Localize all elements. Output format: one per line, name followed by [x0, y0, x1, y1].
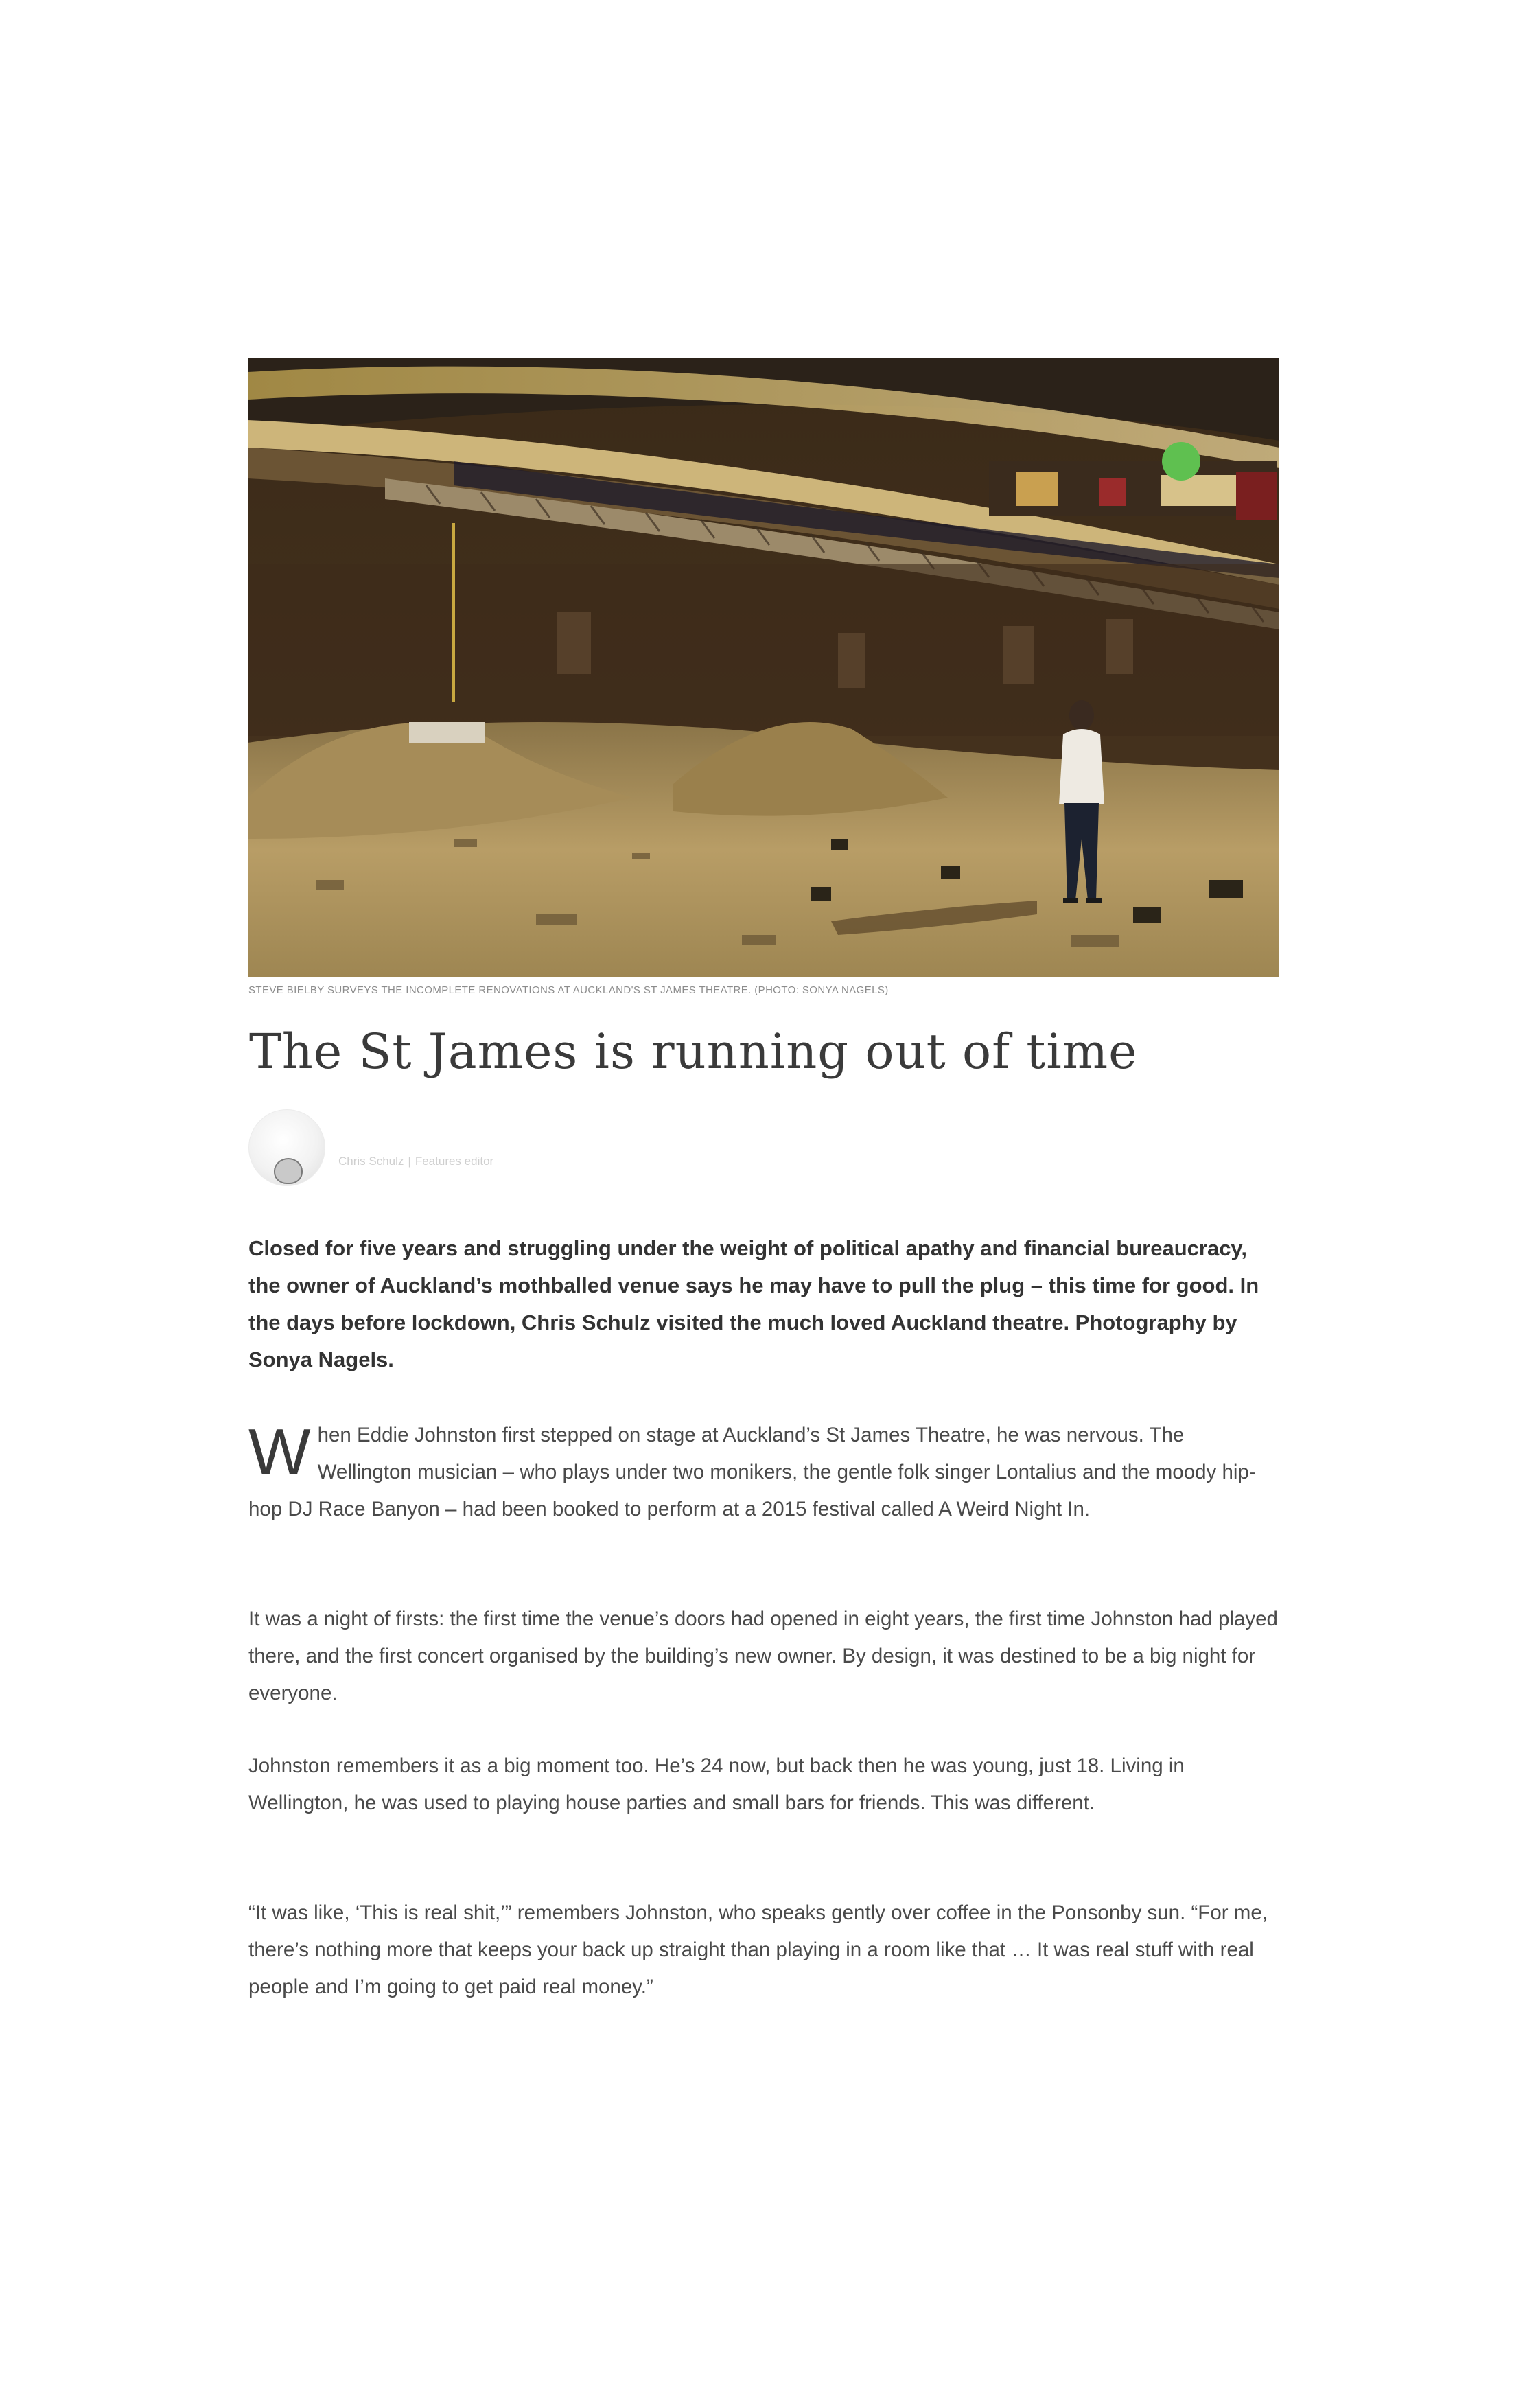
article-lede: Closed for five years and struggling under the weight of political apathy and financial bureaucracy, the owner of Auckland’s mothballed venue says he may have to pull the plug – this time for good. In the days before lockdown, Chris Schulz visited the much loved Auckland theatre. Photography by Sonya Nagels. [248, 1236, 1259, 1371]
author-avatar[interactable] [248, 1109, 325, 1186]
author-byline [248, 1109, 866, 1188]
hero-photo [248, 358, 1279, 977]
article-title: The St James is running out of time [249, 1023, 1138, 1080]
paragraph-1-text: hen Eddie Johnston first stepped on stage at Auckland’s St James Theatre, he was nervous. The Wellington musician – who plays under two monikers, the gentle folk singer Lontalius and the moody hip-hop DJ Race Banyon – had been booked to perform at a 2015 festival called A Weird Night In. [248, 1424, 1256, 1520]
article-paragraph-1 [248, 1417, 1278, 1528]
article-paragraph-3: Johnston remembers it as a big moment too. He’s 24 now, but back then he was young, just 18. Living in Wellington, he was used to playing house parties and small bars for friends. This was different. [248, 1755, 1185, 1814]
avatar-portrait-icon [274, 1158, 303, 1184]
article-paragraph-4: “It was like, ‘This is real shit,’” remembers Johnston, who speaks gently over coffee in the Ponsonby sun. “For me, there’s nothing more that keeps your back up straight than playing in a room like that … It was real stuff with real people and I’m going to get paid real money.” [248, 1901, 1268, 1998]
author-role: Features editor [415, 1155, 494, 1168]
article-paragraph-2: It was a night of firsts: the first time the venue’s doors had opened in eight years, the first time Johnston had played there, and the first concert organised by the building’s new owner. By design, it was destined to be a big night for everyone. [248, 1608, 1278, 1704]
author-credit [338, 1155, 493, 1168]
drop-cap: W [248, 1415, 311, 1489]
byline-separator: | [408, 1155, 411, 1168]
photo-caption: STEVE BIELBY SURVEYS THE INCOMPLETE RENOVATIONS AT AUCKLAND'S ST JAMES THEATRE. (PHOTO: SONYA NAGELS) [248, 984, 889, 996]
author-name[interactable]: Chris Schulz [338, 1155, 404, 1168]
theatre-interior-photo [248, 358, 1279, 977]
